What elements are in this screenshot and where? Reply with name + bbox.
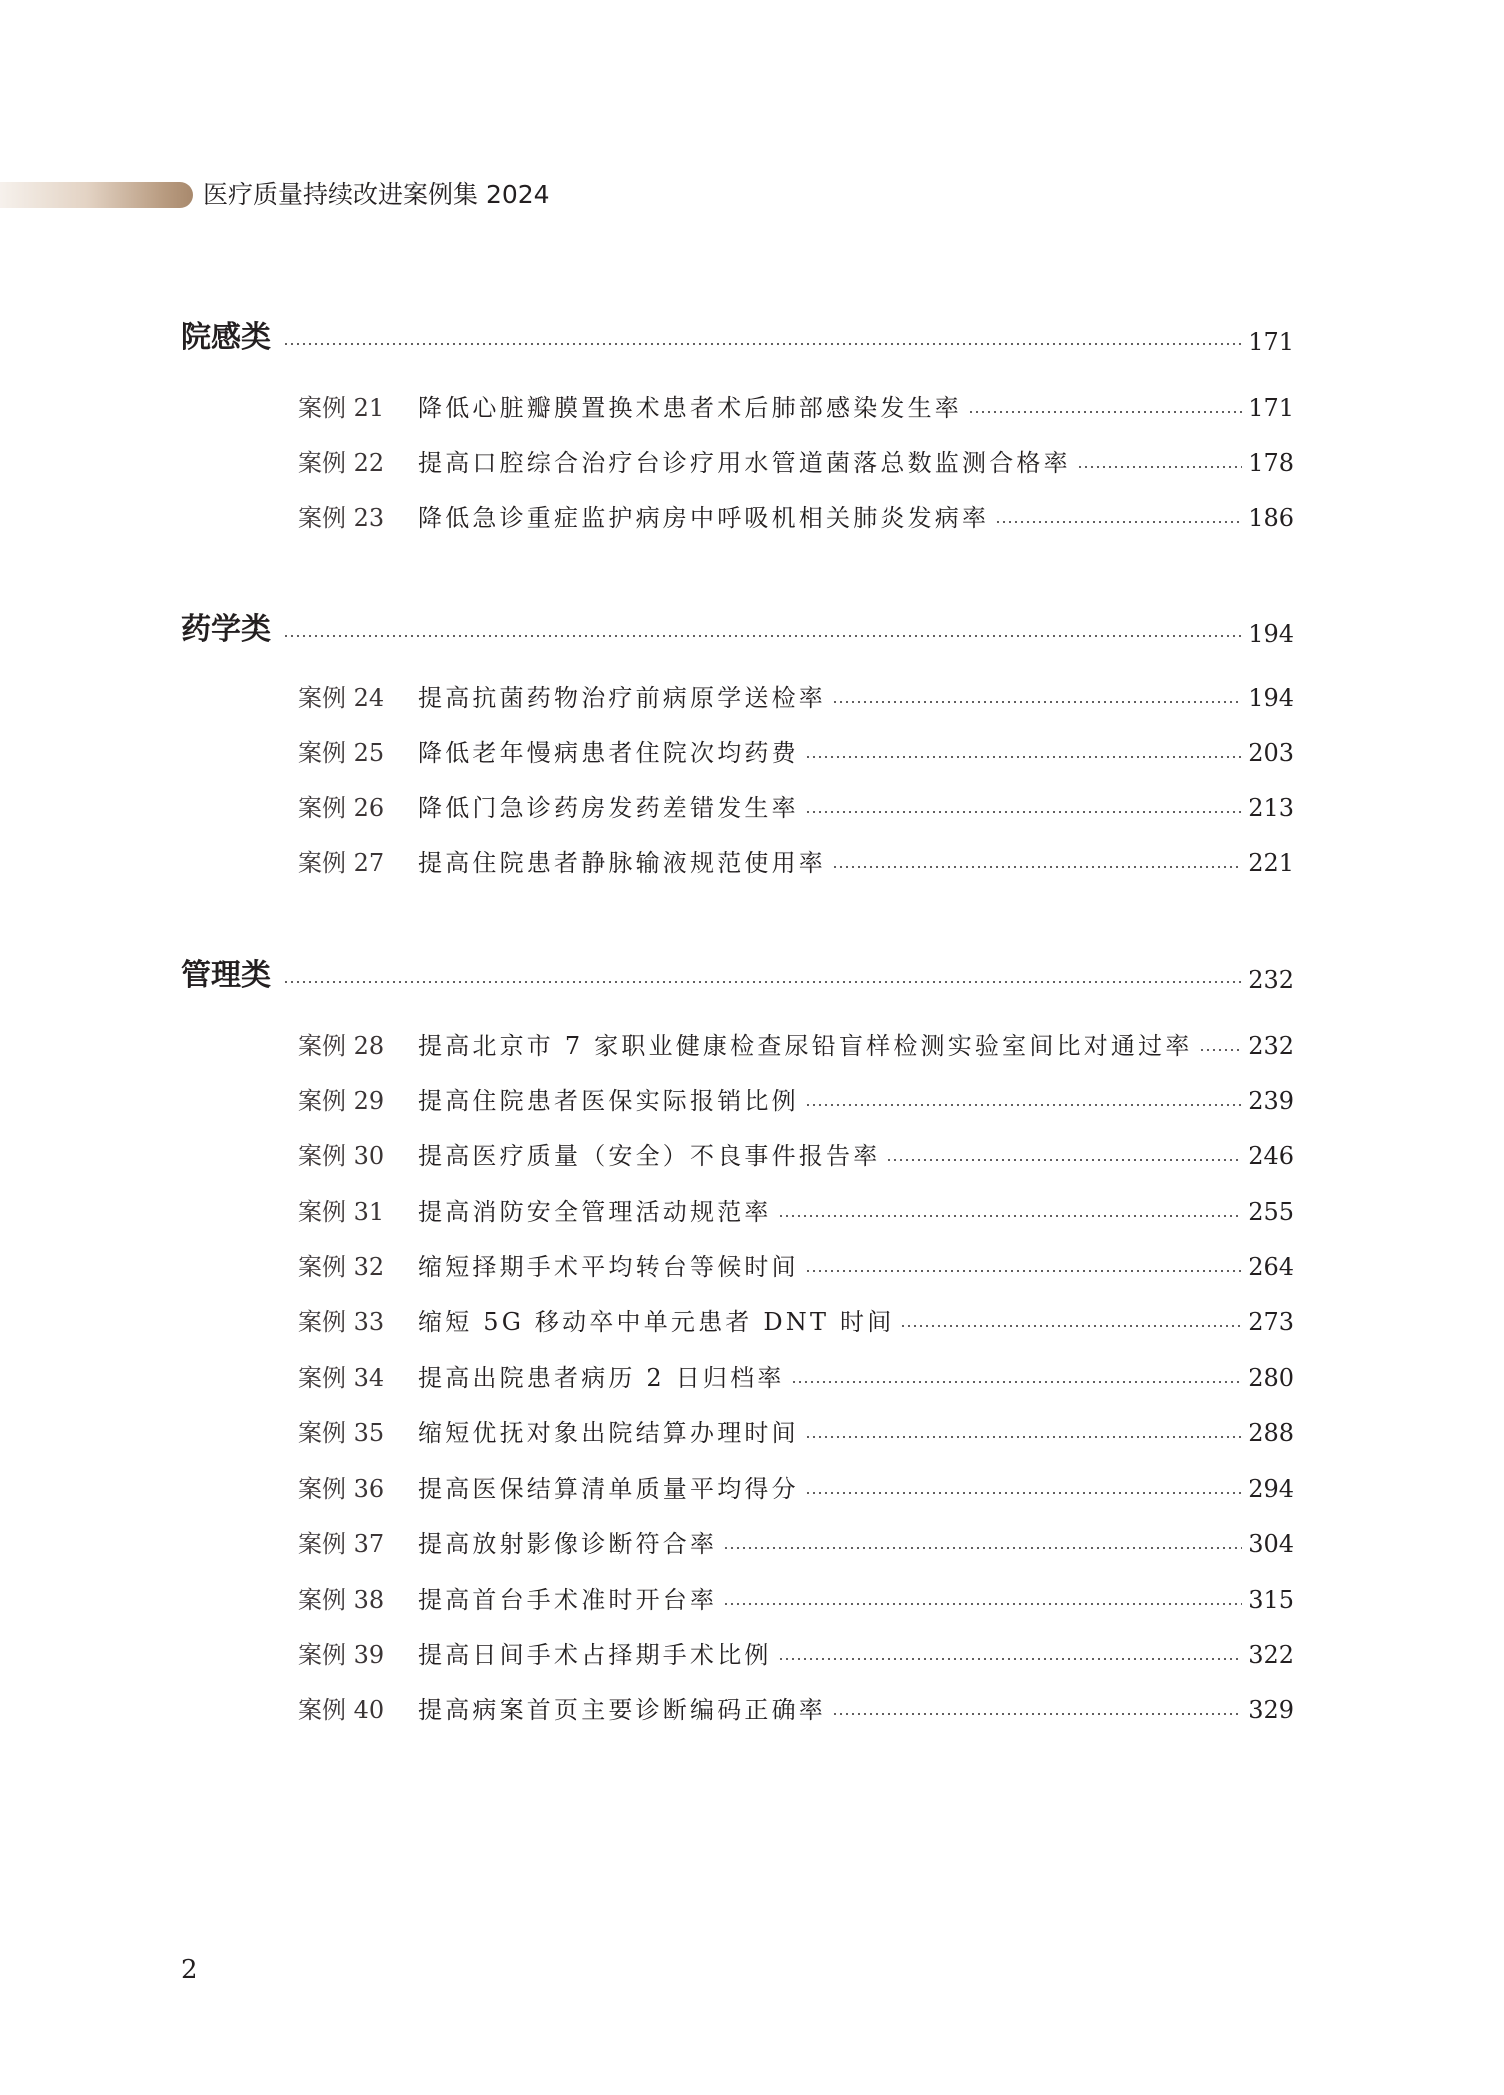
- dot-leader: [778, 1658, 1243, 1660]
- dot-leader: [283, 635, 1242, 637]
- toc-entry[interactable]: [298, 1692, 1294, 1726]
- running-header-title: 医疗质量持续改进案例集 2024: [203, 180, 550, 209]
- case-page-number: 221: [1248, 849, 1294, 877]
- case-page-number: 255: [1248, 1198, 1294, 1226]
- toc-entry[interactable]: [298, 390, 1294, 424]
- page-number: 2: [181, 1955, 198, 1985]
- case-title: 降低急诊重症监护病房中呼吸机相关肺炎发病率: [418, 504, 990, 532]
- case-label: 案例 32: [298, 1253, 385, 1281]
- toc-entry[interactable]: [298, 1360, 1294, 1394]
- dot-leader: [805, 1270, 1242, 1272]
- case-title: 提高北京市 7 家职业健康检查尿铅盲样检测实验室间比对通过率: [418, 1032, 1193, 1060]
- case-label: 案例 33: [298, 1308, 385, 1336]
- case-title: 提高首台手术准时开台率: [418, 1586, 718, 1614]
- dot-leader: [791, 1381, 1243, 1383]
- dot-leader: [832, 701, 1242, 703]
- case-page-number: 246: [1248, 1142, 1294, 1170]
- toc-entry[interactable]: [298, 1582, 1294, 1616]
- case-page-number: 178: [1248, 449, 1294, 477]
- dot-leader: [832, 866, 1242, 868]
- case-title: 降低门急诊药房发药差错发生率: [418, 794, 799, 822]
- case-label: 案例 27: [298, 849, 385, 877]
- case-label: 案例 31: [298, 1198, 385, 1226]
- section-title: 院感类: [181, 320, 271, 355]
- case-title: 降低心脏瓣膜置换术患者术后肺部感染发生率: [418, 394, 962, 422]
- case-page-number: 280: [1248, 1364, 1294, 1392]
- dot-leader: [968, 411, 1242, 413]
- toc-entry[interactable]: [298, 445, 1294, 479]
- case-label: 案例 24: [298, 684, 385, 712]
- dot-leader: [805, 811, 1242, 813]
- case-label: 案例 26: [298, 794, 385, 822]
- case-page-number: 194: [1248, 684, 1294, 712]
- case-title: 提高医保结算清单质量平均得分: [418, 1475, 799, 1503]
- section-page-number: 232: [1248, 966, 1294, 994]
- toc-entry[interactable]: [298, 1526, 1294, 1560]
- dot-leader: [283, 343, 1242, 345]
- toc-entry[interactable]: [298, 1249, 1294, 1283]
- toc-entry[interactable]: [298, 845, 1294, 879]
- dot-leader: [778, 1215, 1243, 1217]
- toc-entry[interactable]: [298, 1304, 1294, 1338]
- toc-entry[interactable]: [298, 735, 1294, 769]
- case-title: 提高病案首页主要诊断编码正确率: [418, 1696, 826, 1724]
- section-title: 药学类: [181, 612, 271, 647]
- case-title: 缩短优抚对象出院结算办理时间: [418, 1419, 799, 1447]
- toc-entry[interactable]: [298, 1415, 1294, 1449]
- dot-leader: [723, 1603, 1242, 1605]
- dot-leader: [283, 981, 1242, 983]
- case-page-number: 294: [1248, 1475, 1294, 1503]
- dot-leader: [886, 1159, 1242, 1161]
- case-label: 案例 21: [298, 394, 385, 422]
- toc-entry[interactable]: [298, 1028, 1294, 1062]
- toc-section-pharmacy[interactable]: [181, 610, 1294, 650]
- toc-entry[interactable]: [298, 500, 1294, 534]
- dot-leader: [805, 756, 1242, 758]
- case-page-number: 304: [1248, 1530, 1294, 1558]
- toc-entry[interactable]: [298, 1138, 1294, 1172]
- section-page-number: 194: [1248, 620, 1294, 648]
- case-title: 提高出院患者病历 2 日归档率: [418, 1364, 785, 1392]
- case-page-number: 232: [1248, 1032, 1294, 1060]
- case-page-number: 288: [1248, 1419, 1294, 1447]
- case-page-number: 186: [1248, 504, 1294, 532]
- case-title: 提高医疗质量（安全）不良事件报告率: [418, 1142, 881, 1170]
- dot-leader: [995, 521, 1242, 523]
- case-label: 案例 40: [298, 1696, 385, 1724]
- case-title: 提高消防安全管理活动规范率: [418, 1198, 772, 1226]
- dot-leader: [723, 1547, 1242, 1549]
- case-title: 提高住院患者静脉输液规范使用率: [418, 849, 826, 877]
- section-title: 管理类: [181, 958, 271, 993]
- toc-entry[interactable]: [298, 790, 1294, 824]
- case-title: 提高住院患者医保实际报销比例: [418, 1087, 799, 1115]
- dot-leader: [805, 1436, 1242, 1438]
- case-label: 案例 29: [298, 1087, 385, 1115]
- case-label: 案例 39: [298, 1641, 385, 1669]
- dot-leader: [805, 1104, 1242, 1106]
- toc-entry[interactable]: [298, 1083, 1294, 1117]
- case-page-number: 171: [1248, 394, 1294, 422]
- case-title: 提高日间手术占择期手术比例: [418, 1641, 772, 1669]
- dot-leader: [1199, 1049, 1243, 1051]
- case-title: 缩短择期手术平均转台等候时间: [418, 1253, 799, 1281]
- case-page-number: 273: [1248, 1308, 1294, 1336]
- case-page-number: 329: [1248, 1696, 1294, 1724]
- section-page-number: 171: [1248, 328, 1294, 356]
- case-page-number: 264: [1248, 1253, 1294, 1281]
- case-label: 案例 25: [298, 739, 385, 767]
- case-page-number: 315: [1248, 1586, 1294, 1614]
- case-label: 案例 38: [298, 1586, 385, 1614]
- toc-section-management[interactable]: [181, 956, 1294, 996]
- dot-leader: [805, 1492, 1242, 1494]
- case-title: 降低老年慢病患者住院次均药费: [418, 739, 799, 767]
- case-label: 案例 23: [298, 504, 385, 532]
- case-label: 案例 30: [298, 1142, 385, 1170]
- case-title: 缩短 5G 移动卒中单元患者 DNT 时间: [418, 1308, 895, 1336]
- toc-entry[interactable]: [298, 1637, 1294, 1671]
- toc-section-infection[interactable]: [181, 318, 1294, 358]
- toc-entry[interactable]: [298, 680, 1294, 714]
- case-page-number: 322: [1248, 1641, 1294, 1669]
- case-title: 提高放射影像诊断符合率: [418, 1530, 718, 1558]
- case-title: 提高抗菌药物治疗前病原学送检率: [418, 684, 826, 712]
- case-title: 提高口腔综合治疗台诊疗用水管道菌落总数监测合格率: [418, 449, 1071, 477]
- header-decoration-bar: [0, 182, 193, 208]
- toc-entry[interactable]: [298, 1194, 1294, 1228]
- case-page-number: 203: [1248, 739, 1294, 767]
- dot-leader: [832, 1713, 1242, 1715]
- case-label: 案例 36: [298, 1475, 385, 1503]
- dot-leader: [1077, 466, 1242, 468]
- toc-entry[interactable]: [298, 1471, 1294, 1505]
- dot-leader: [900, 1325, 1242, 1327]
- case-label: 案例 37: [298, 1530, 385, 1558]
- case-label: 案例 35: [298, 1419, 385, 1447]
- case-label: 案例 34: [298, 1364, 385, 1392]
- case-label: 案例 22: [298, 449, 385, 477]
- case-label: 案例 28: [298, 1032, 385, 1060]
- case-page-number: 213: [1248, 794, 1294, 822]
- case-page-number: 239: [1248, 1087, 1294, 1115]
